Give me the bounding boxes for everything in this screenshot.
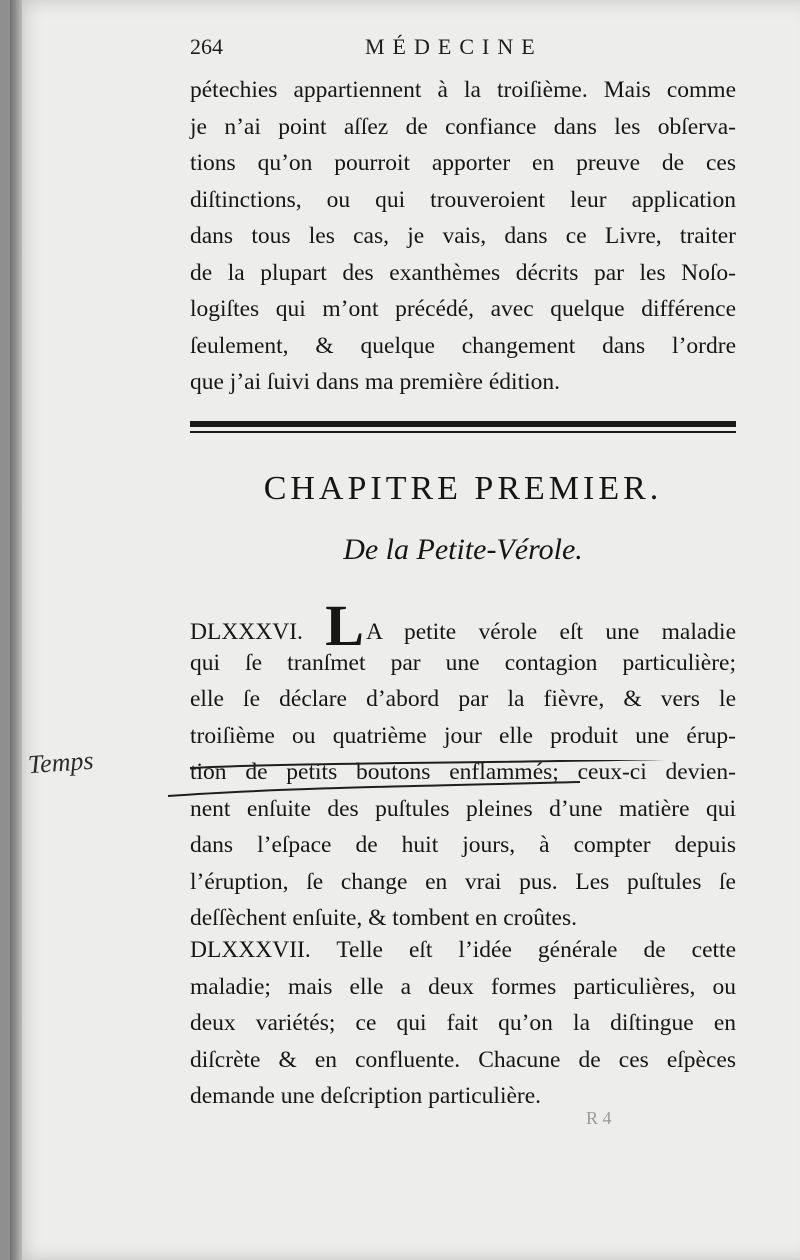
page-gutter-shadow <box>10 0 22 1260</box>
paragraph-first-line <box>190 593 737 658</box>
page-number: 264 <box>190 34 223 59</box>
text-line: tion de petits boutons enflammés; ceux-ci devien- <box>190 759 736 785</box>
text-line: demande une deſcription particulière. <box>190 1083 542 1109</box>
paragraph-first-line <box>190 932 736 969</box>
first-line-text: A petite vérole eſt une maladie <box>365 619 737 645</box>
signature-mark: R 4 <box>586 1108 612 1128</box>
text-line: l’éruption, ſe change en vrai pus. Les puſtules ſe <box>190 868 736 895</box>
paragraph-number: DLXXXVII. <box>190 937 311 963</box>
first-line-text: Telle eſt l’idée générale de cette <box>336 937 736 963</box>
chapter-title: CHAPITRE PREMIER. <box>263 470 663 507</box>
text-line: deſſèchent enſuite, & tombent en croûtes. <box>190 905 577 931</box>
text-line: elle ſe déclare d’abord par la fièvre, & vers le <box>190 686 736 712</box>
text-line: troiſième ou quatrième jour elle produit une érup- <box>190 722 736 749</box>
text-line: diſcrète & en confluente. Chacune de ces eſpèces <box>190 1046 736 1073</box>
paragraph-dlxxxvii <box>190 932 736 1115</box>
text-line: maladie; mais elle a deux formes particulières, ou <box>190 973 736 1000</box>
text-line: ſeulement, & quelque changement dans l’ordre <box>190 332 736 359</box>
text-line: logiſtes qui m’ont précédé, avec quelque différence <box>190 296 736 322</box>
text-line: deux variétés; ce qui fait qu’on la diſtingue en <box>190 1010 736 1036</box>
running-head <box>190 34 736 64</box>
running-title: MÉDECINE <box>365 34 543 59</box>
text-line: pétechies appartiennent à la troiſième. Mais comme <box>190 77 736 103</box>
text-line: nent enſuite des puſtules pleines d’une matière qui <box>190 795 736 822</box>
text-line: je n’ai point aſſez de confiance dans les obſerva- <box>190 113 736 140</box>
handwritten-margin-note: Temps <box>27 745 95 780</box>
text-line: tions qu’on pourroit apporter en preuve de ces <box>190 150 736 176</box>
chapter-rule-thick <box>190 421 736 427</box>
intro-paragraph <box>190 72 736 401</box>
text-line: dans tous les cas, je vais, dans ce Livre, traiter <box>190 223 736 249</box>
text-line: que j’ai ſuivi dans ma première édition. <box>190 369 561 395</box>
text-line: dans l’eſpace de huit jours, à compter depuis <box>190 832 736 858</box>
section-title: De la Petite-Vérole. <box>343 533 583 566</box>
drop-cap: L <box>325 593 364 658</box>
text-line: de la plupart des exanthèmes décrits par les Noſo- <box>190 259 736 286</box>
handwritten-underline <box>160 760 708 800</box>
text-line: qui ſe tranſmet par une contagion particulière; <box>190 649 736 676</box>
paragraph-number: DLXXXVI. <box>190 619 303 645</box>
chapter-rule-thin <box>190 431 736 433</box>
text-line: diſtinctions, ou qui trouveroient leur application <box>190 186 736 213</box>
